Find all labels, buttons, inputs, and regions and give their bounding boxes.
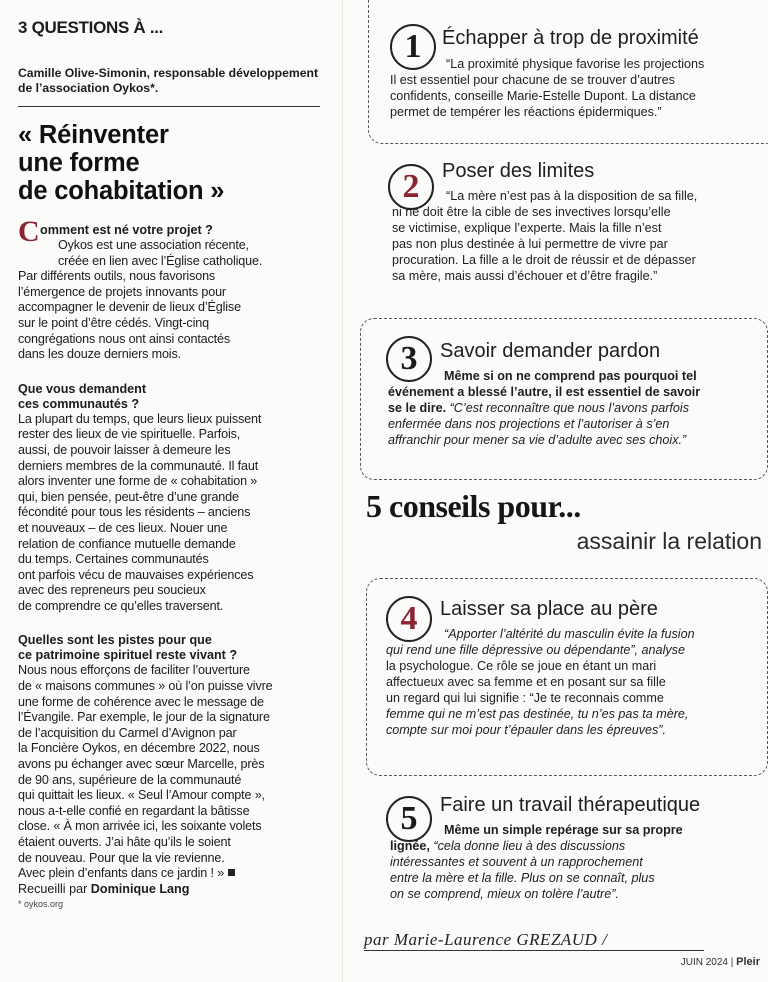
tip-text: lignée,: [390, 839, 430, 853]
answer-line: et nouveaux – de ces lieux. Nouer une: [18, 520, 228, 535]
answer-line: rester des lieux de vie spirituelle. Parfois,: [18, 427, 241, 442]
answer-line: Nous nous efforçons de faciliter l’ouverture: [18, 663, 250, 678]
tip-line: permet de tempérer les réactions épidermiques.”: [390, 105, 662, 119]
byline-rule: [18, 106, 320, 107]
headline-line: une forme: [18, 149, 140, 177]
tip-line: sa mère, mais aussi d’échouer et d’être fragile.”: [392, 269, 658, 283]
tip-line: entre la mère et la fille. Plus on se connaît, plus: [390, 871, 655, 885]
answer-line: créée en lien avec l’Église catholique.: [58, 253, 263, 268]
tip-line: compte sur moi pour t’épauler dans les épreuves”.: [386, 723, 667, 737]
tip-line: ni ne doit être la cible de ses invectives lorsqu’elle: [392, 205, 671, 219]
answer-line: une forme de cohérence avec le message de: [18, 694, 264, 709]
tip-line: Même un simple repérage sur sa propre: [444, 823, 683, 837]
tip-4-body: [386, 626, 766, 738]
answer-line: étaient ouverts. J’ai hâte qu’ils le soient: [18, 835, 231, 849]
answer-line: alors inventer une forme de « cohabitation »: [18, 474, 258, 489]
main-subtitle: assainir la relation: [576, 528, 762, 554]
question-text: Que vous demandent: [18, 381, 147, 396]
tip-1: [364, 0, 768, 150]
interview-column: [18, 14, 320, 909]
collected-prefix: Recueilli par: [18, 881, 91, 896]
answer-line: qui, bien pensée, peut-être d’une grande: [18, 489, 239, 504]
tip-4-number: 4: [386, 596, 432, 642]
answer-line: dans les douze derniers mois.: [18, 347, 181, 362]
headline-line: « Réinventer: [18, 121, 169, 149]
answer-1: [18, 238, 320, 363]
answer-line: de « maisons communes » où l’on puisse vivre: [18, 679, 273, 694]
answer-line: fécondité pour tous les résidents – anciens: [18, 505, 251, 520]
question-text: omment est né votre projet ?: [40, 223, 213, 237]
tip-line: femme qui ne m’est pas destinée, tu n’es pas ta mère,: [386, 707, 689, 721]
question-text: ce patrimoine spirituel reste vivant ?: [18, 648, 238, 663]
answer-line: congrégations nous ont ainsi contactés: [18, 331, 231, 346]
tip-line: “La mère n’est pas à la disposition de sa fille,: [446, 189, 698, 203]
column-divider: [342, 0, 343, 982]
answer-line: du temps. Certaines communautés: [18, 552, 209, 567]
collected-author: Dominique Lang: [90, 881, 190, 896]
tip-line: Il est essentiel pour chacune de se trouver d’autres: [390, 73, 675, 87]
tip-3-title: Savoir demander pardon: [440, 340, 661, 362]
answer-line: l’Évangile. Par exemple, le jour de la signature: [18, 710, 270, 725]
byline: Camille Olive-Simonin, responsable développement de l’association Oykos*.: [18, 66, 319, 95]
question-text: ces communautés ?: [18, 396, 140, 411]
question-3: [18, 633, 320, 663]
footnote: * oykos.org: [18, 899, 64, 910]
signature-rule: [364, 950, 704, 951]
answer-line: Oykos est une association récente,: [58, 238, 249, 252]
answer-line: l’émergence de projets innovants pour: [18, 284, 226, 299]
tip-3-body: [388, 368, 766, 448]
tip-line: [388, 400, 766, 416]
answer-line: sur le point d’être cédés. Vingt-cinq: [18, 315, 209, 330]
tip-2-title: Poser des limites: [442, 160, 595, 182]
kicker: 3 QUESTIONS À ...: [18, 18, 164, 37]
tip-1-body: [390, 56, 768, 120]
tip-line: “La proximité physique favorise les projections: [446, 57, 705, 71]
tip-line: qui rend une fille dépressive ou dépendante”, analyse: [386, 643, 685, 657]
tip-5-title: Faire un travail thérapeutique: [440, 794, 701, 816]
answer-line: close. « À mon arrivée ici, les soixante volets: [18, 819, 262, 834]
tip-5: [364, 786, 768, 922]
tip-line: intéressantes et souvent à un rapprochement: [390, 855, 643, 869]
tip-4: [364, 576, 768, 782]
question-text: Quelles sont les pistes pour que: [18, 633, 212, 648]
tip-line: un regard qui lui signifie : “Je te reconnais comme: [386, 691, 664, 705]
tip-line: enfermée dans nos projections et l’autoriser à s’en: [388, 417, 670, 431]
headline-line: de cohabitation »: [18, 177, 225, 205]
tip-line: confidents, conseille Marie-Estelle Dupont. La distance: [390, 89, 696, 103]
tip-line: affranchir pour mener sa vie d’adulte avec ses choix.”: [388, 433, 687, 447]
main-title: 5 conseils pour...: [366, 488, 581, 524]
tip-3: [364, 318, 768, 488]
answer-line: [18, 866, 320, 882]
tip-text: se le dire.: [388, 401, 447, 415]
answer-line: Par différents outils, nous favorisons: [18, 269, 216, 284]
answer-line: La plupart du temps, que leurs lieux puissent: [18, 411, 262, 426]
tip-line: événement a blessé l’autre, il est essentiel de savoir: [388, 385, 701, 399]
answer-line: nous a-t-elle confié en regardant la bâtisse: [18, 803, 250, 818]
answer-line: de 90 ans, supérieure de la communauté: [18, 772, 242, 787]
answer-line: qui quittait les lieux. « Seul l’Amour compte »,: [18, 788, 265, 803]
page-footer: JUIN 2024 | Pleir: [680, 956, 760, 968]
answer-3: [18, 663, 320, 909]
tip-line: “Apporter l’altérité du masculin évite la fusion: [444, 627, 695, 641]
tip-2: [364, 150, 768, 310]
tip-1-title: Échapper à trop de proximité: [442, 27, 699, 49]
tip-line: Même si on ne comprend pas pourquoi tel: [444, 369, 697, 383]
tip-4-title: Laisser sa place au père: [440, 598, 658, 620]
magazine-name: Pleir: [736, 956, 760, 968]
answer-line: de l’acquisition du Carmel d’Avignon par: [18, 725, 237, 740]
answer-line: avec des repreneurs peu soucieux: [18, 583, 206, 598]
answer-line: relation de confiance mutuelle demande: [18, 536, 236, 551]
tip-5-number: 5: [386, 796, 432, 842]
tip-text: “cela donne lieu à des discussions: [433, 839, 626, 853]
answer-line: la Foncière Oykos, en décembre 2022, nous: [18, 741, 260, 756]
question-2: [18, 382, 320, 412]
tip-3-number: 3: [386, 336, 432, 382]
tip-line: affectueux avec sa femme et en posant sur sa fille: [386, 675, 666, 689]
tip-line: pas non plus destinée à lui permettre de vivre par: [392, 237, 668, 251]
answer-line: derniers membres de la communauté. Il faut: [18, 458, 259, 473]
collected-by: [18, 882, 320, 898]
tip-text: “C’est reconnaître que nous l’avons parfois: [449, 401, 690, 415]
issue-date: JUIN 2024: [680, 957, 728, 968]
tip-1-number: 1: [390, 24, 436, 70]
tip-line: procuration. La fille a le droit de réussir et de dépasser: [392, 253, 696, 267]
answer-line: aussi, de pouvoir laisser à demeure les: [18, 442, 231, 457]
answer-2: [18, 412, 320, 615]
answer-line: de nouveau. Pour que la vie revienne.: [18, 850, 225, 865]
drop-cap: C: [18, 215, 40, 248]
handwritten-signature: par Marie-Laurence GREZAUD /: [364, 930, 608, 949]
answer-line: avons pu échanger avec sœur Marcelle, près: [18, 757, 265, 772]
headline: [18, 121, 320, 205]
tip-line: [390, 838, 766, 854]
answer-line: de comprendre ce qu’elles traversent.: [18, 598, 224, 613]
tip-2-number: 2: [388, 164, 434, 210]
tip-line: se victimise, explique l’experte. Mais la fille n’est: [392, 221, 662, 235]
end-square-icon: [228, 869, 235, 876]
tip-5-body: [390, 822, 766, 902]
answer-line: ont parfois vécu de mauvaises expériences: [18, 567, 254, 582]
answer-line: accompagner le devenir de lieux d’Église: [18, 300, 241, 315]
answer-text: Avec plein d’enfants dans ce jardin ! »: [18, 866, 225, 881]
tip-2-body: [392, 188, 768, 284]
tip-line: on se comprend, mieux on tolère l’autre”.: [390, 887, 619, 901]
tip-line: la psychologue. Ce rôle se joue en étant un mari: [386, 659, 657, 673]
